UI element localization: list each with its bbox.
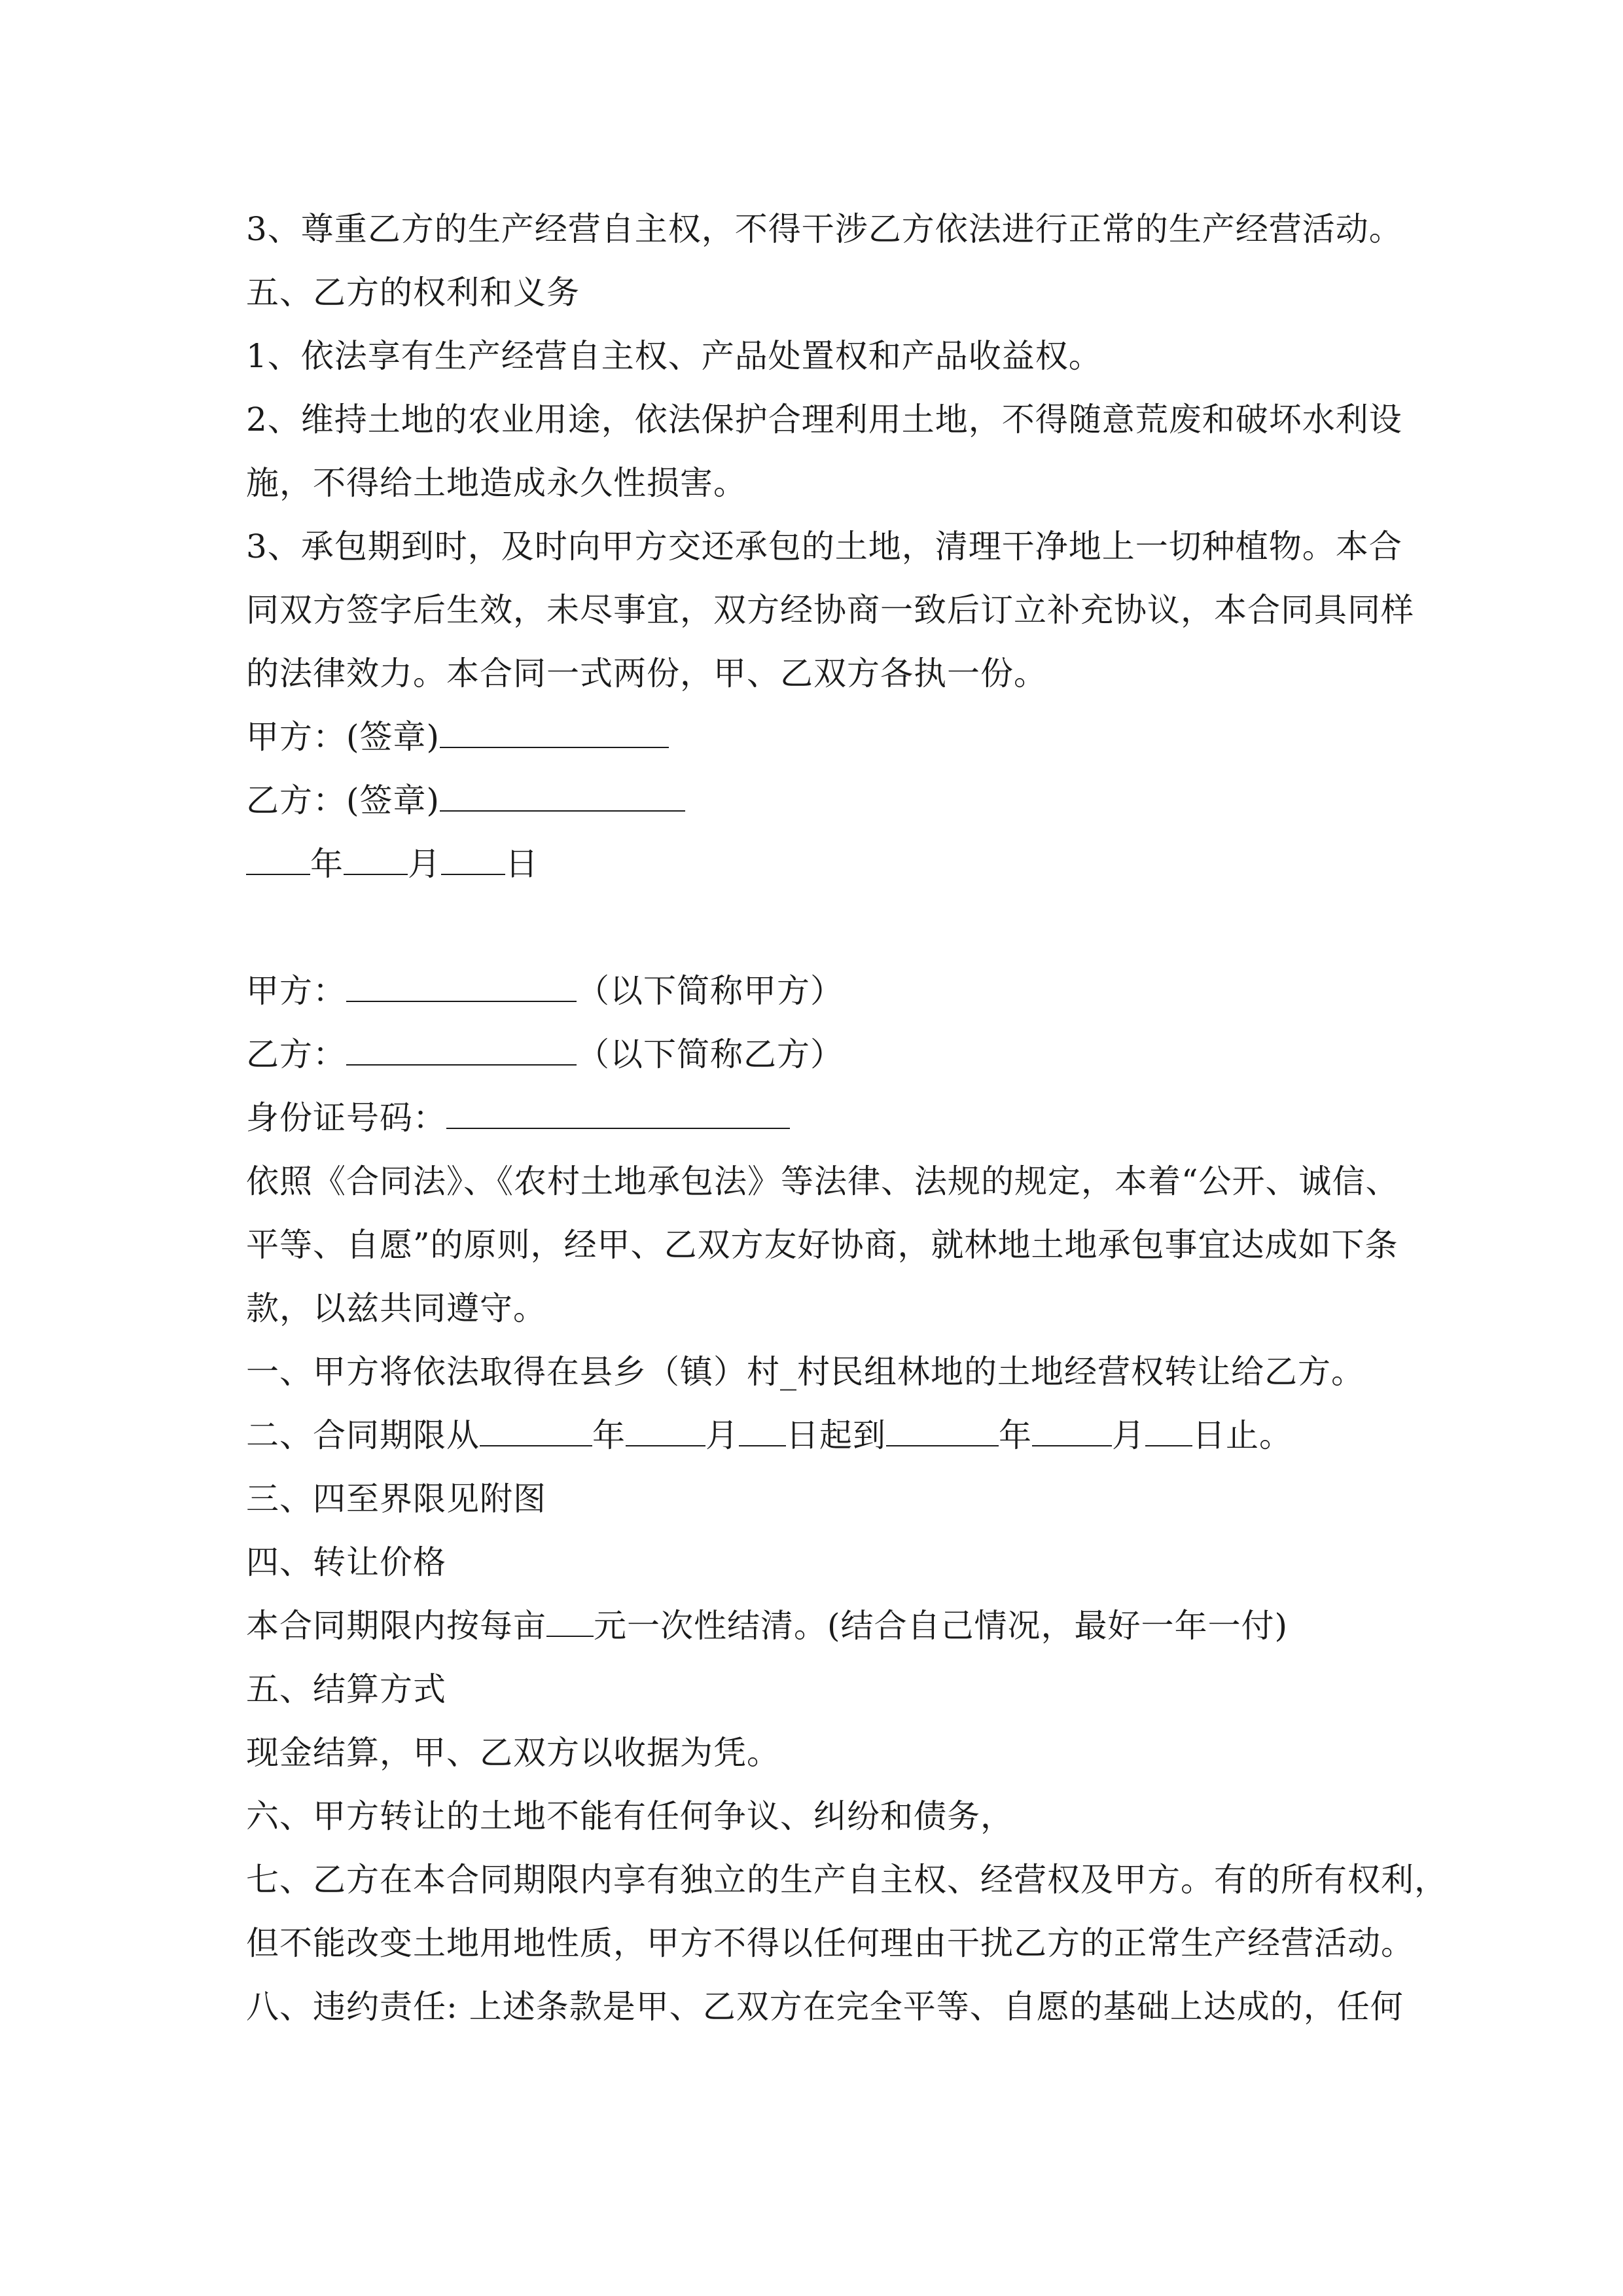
party-b-name-blank[interactable] <box>346 1035 577 1066</box>
month-blank[interactable] <box>344 845 408 875</box>
end-year-blank[interactable] <box>886 1416 999 1446</box>
intro-paragraph: 款，以兹共同遵守。 <box>246 1289 546 1327</box>
end-day-blank[interactable] <box>1145 1416 1192 1446</box>
party-a-line: 甲方： （以下简称甲方） <box>246 972 844 1010</box>
party-a-name-blank[interactable] <box>346 972 577 1002</box>
clause-4: 四、转让价格 <box>246 1543 446 1581</box>
clause-5-detail: 现金结算，甲、乙双方以收据为凭。 <box>246 1734 780 1772</box>
start-month-blank[interactable] <box>626 1416 705 1446</box>
section-heading: 五、乙方的权利和义务 <box>246 274 580 312</box>
clause-paragraph: 的法律效力。本合同一式两份，甲、乙双方各执一份。 <box>246 655 1047 692</box>
signature-blank[interactable] <box>440 781 685 812</box>
clause-4-price: 本合同期限内按每亩 元一次性结清。(结合自己情况，最好一年一付) <box>246 1607 1289 1645</box>
date-line: 年 月 日 <box>246 844 539 884</box>
intro-paragraph: 依照《合同法》、《农村土地承包法》等法律、法规的规定，本着“公开、诚信、 <box>246 1162 1399 1200</box>
id-number-blank[interactable] <box>446 1099 790 1129</box>
clause-paragraph: 同双方签字后生效，未尽事宜，双方经协商一致后订立补充协议，本合同具同样 <box>246 591 1414 629</box>
end-month-blank[interactable] <box>1032 1416 1112 1446</box>
price-blank[interactable] <box>546 1607 594 1637</box>
clause-1: 一、甲方将依法取得在县乡（镇）村_村民组林地的土地经营权转让给乙方。 <box>246 1353 1364 1391</box>
clause-5: 五、结算方式 <box>246 1670 446 1708</box>
signature-line-party-b: 乙方：(签章) <box>246 781 685 820</box>
signature-line-party-a: 甲方：(签章) <box>246 717 669 757</box>
clause-8: 八、违约责任: 上述条款是甲、乙双方在完全平等、自愿的基础上达成的，任何 <box>246 1988 1404 2026</box>
party-b-line: 乙方： （以下简称乙方） <box>246 1035 844 1073</box>
clause-paragraph: 3、承包期到时，及时向甲方交还承包的土地，清理干净地上一切种植物。本合 <box>246 528 1402 565</box>
clause-paragraph: 3、尊重乙方的生产经营自主权，不得干涉乙方依法进行正常的生产经营活动。 <box>246 210 1402 248</box>
intro-paragraph: 平等、自愿”的原则，经甲、乙双方友好协商，就林地土地承包事宜达成如下条 <box>246 1226 1399 1264</box>
start-day-blank[interactable] <box>739 1416 786 1446</box>
clause-6: 六、甲方转让的土地不能有任何争议、纠纷和债务， <box>246 1797 1014 1835</box>
year-blank[interactable] <box>246 845 310 875</box>
clause-paragraph: 2、维持土地的农业用途，依法保护合理利用土地，不得随意荒废和破坏水利设 <box>246 401 1402 439</box>
clause-paragraph: 1、依法享有生产经营自主权、产品处置权和产品收益权。 <box>246 337 1102 375</box>
clause-paragraph: 施，不得给土地造成永久性损害。 <box>246 464 747 502</box>
clause-7: 但不能改变土地用地性质，甲方不得以任何理由干扰乙方的正常生产经营活动。 <box>246 1924 1414 1962</box>
clause-7: 七、乙方在本合同期限内享有独立的生产自主权、经营权及甲方。有的所有权利， <box>246 1861 1448 1899</box>
day-blank[interactable] <box>441 845 505 875</box>
id-number-line: 身份证号码： <box>246 1098 790 1138</box>
clause-2-term: 二、合同期限从 年 月 日起到 年 月 日止。 <box>246 1416 1293 1454</box>
signature-blank[interactable] <box>440 718 669 748</box>
start-year-blank[interactable] <box>480 1416 592 1446</box>
clause-3: 三、四至界限见附图 <box>246 1480 546 1518</box>
